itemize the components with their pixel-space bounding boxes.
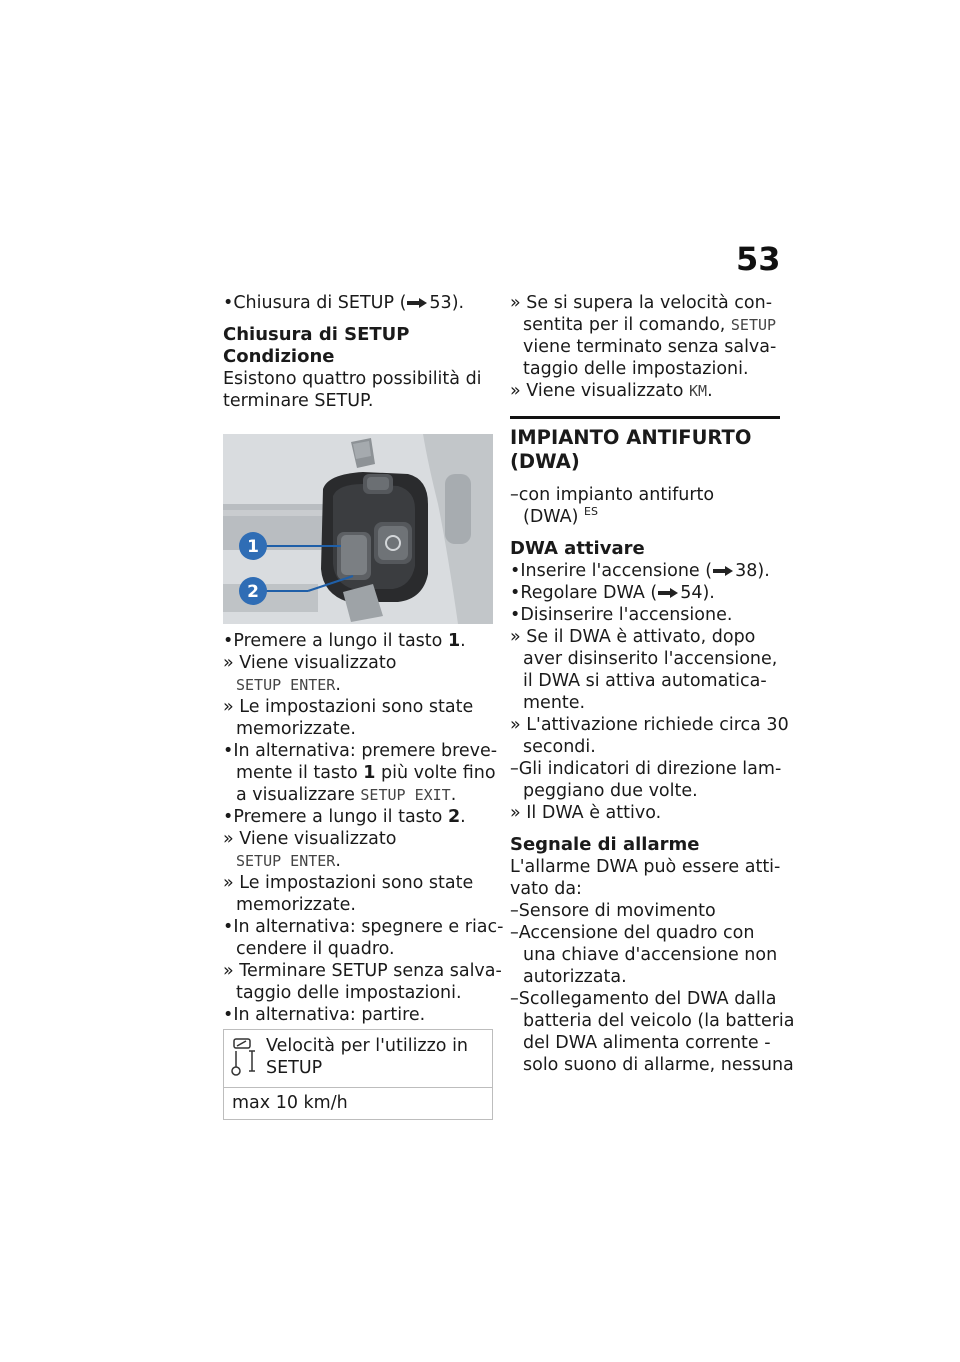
result-setup-enter: SETUP ENTER. xyxy=(236,675,341,695)
step-press-long-1: •Premere a lungo il tasto 1. xyxy=(223,631,466,651)
result-speed-exceeded-end: taggio delle impostazioni. xyxy=(523,359,749,379)
speed-info-header xyxy=(224,1030,492,1088)
speed-info-value: max 10 km/h xyxy=(232,1093,348,1113)
result-settings-saved-2-cont: memorizzate. xyxy=(236,895,356,915)
callout-2: 2 xyxy=(247,582,259,602)
result-speed-exceeded-cont: sentita per il comando, SETUP xyxy=(523,315,777,335)
result-settings-saved-cont: memorizzate. xyxy=(236,719,356,739)
speed-info-box xyxy=(223,1029,493,1120)
alarm-cause-battery: –Scollegamento del DWA dalla xyxy=(510,989,777,1009)
result-setup-terminate-cont: taggio delle impostazioni. xyxy=(236,983,462,1003)
dwa-result-auto-cont1: aver disinserito l'accensione, xyxy=(523,649,778,669)
speedometer-limit-icon xyxy=(230,1035,266,1081)
page-number: 53 xyxy=(736,240,781,278)
section-heading: Chiusura di SETUP xyxy=(223,324,410,345)
step-press-long-2: •Premere a lungo il tasto 2. xyxy=(223,807,466,827)
dwa-turn-signals: –Gli indicatori di direzione lam- xyxy=(510,759,782,779)
dwa-step-ignition-on: •Inserire l'accensione ( 38). xyxy=(510,561,770,581)
dwa-result-duration: » L'attivazione richiede circa 30 xyxy=(510,715,789,735)
handlebar-switch-figure xyxy=(223,434,493,624)
result-displayed: » Viene visualizzato xyxy=(223,653,397,673)
alarm-cause-key: –Accensione del quadro con xyxy=(510,923,755,943)
result-settings-saved-2: » Le impostazioni sono state xyxy=(223,873,474,893)
right-column xyxy=(510,292,795,1076)
condition-text-2: terminare SETUP. xyxy=(223,391,374,411)
result-km-displayed: » Viene visualizzato KM. xyxy=(510,381,713,401)
alarm-cause-battery-cont2: del DWA alimenta corrente - xyxy=(523,1033,771,1053)
alarm-heading: Segnale di allarme xyxy=(510,834,700,855)
condition-heading: Condizione xyxy=(223,346,335,367)
optional-equipment-mark: ES xyxy=(584,505,598,519)
condition-text-1: Esistono quattro possibilità di xyxy=(223,369,482,389)
handlebar-switch-illustration xyxy=(223,434,493,624)
result-displayed-2: » Viene visualizzato xyxy=(223,829,397,849)
step-alt-restart-cont: cendere il quadro. xyxy=(236,939,395,959)
step-alt-short-press-end: a visualizzare SETUP EXIT. xyxy=(236,785,457,805)
result-speed-exceeded-cont2: viene terminato senza salva- xyxy=(523,337,777,357)
step-alt-short-press-cont: mente il tasto 1 più volte fino xyxy=(236,763,496,783)
dwa-turn-signals-end: peggiano due volte. xyxy=(523,781,698,801)
left-column xyxy=(223,292,504,1120)
antitheft-condition: –con impianto antifurto xyxy=(510,485,715,505)
dwa-activate-heading: DWA attivare xyxy=(510,538,645,559)
alarm-cause-battery-cont1: batteria del veicolo (la batteria xyxy=(523,1011,795,1031)
setup-close-reference: •Chiusura di SETUP ( 53). xyxy=(223,293,465,313)
result-settings-saved: » Le impostazioni sono state xyxy=(223,697,474,717)
step-alt-short-press: •In alternativa: premere breve- xyxy=(223,741,498,761)
alarm-cause-motion: –Sensore di movimento xyxy=(510,901,716,921)
alarm-cause-battery-cont3: solo suono di allarme, nessuna xyxy=(523,1055,794,1075)
antitheft-title: IMPIANTO ANTIFURTO xyxy=(510,426,752,449)
alarm-text: L'allarme DWA può essere atti- xyxy=(510,857,781,877)
result-setup-enter-2: SETUP ENTER. xyxy=(236,851,341,871)
step-alt-restart: •In alternativa: spegnere e riac- xyxy=(223,917,504,937)
result-speed-exceeded: » Se si supera la velocità con- xyxy=(510,293,773,313)
page-reference-arrow-icon xyxy=(713,566,733,576)
dwa-result-active: » Il DWA è attivo. xyxy=(510,803,662,823)
alarm-text-cont: vato da: xyxy=(510,879,582,899)
dwa-result-auto-end: mente. xyxy=(523,693,586,713)
alarm-cause-key-cont: una chiave d'accensione non xyxy=(523,945,778,965)
antitheft-condition-cont: (DWA) $^{ES}$ xyxy=(523,505,598,527)
result-setup-terminate: » Terminare SETUP senza salva- xyxy=(223,961,502,981)
dwa-result-duration-end: secondi. xyxy=(523,737,596,757)
page-reference-arrow-icon xyxy=(407,298,427,308)
dwa-result-auto: » Se il DWA è attivato, dopo xyxy=(510,627,756,647)
speed-info-title-cont: SETUP xyxy=(266,1058,323,1078)
page-reference-arrow-icon xyxy=(658,588,678,598)
dwa-step-set: •Regolare DWA ( 54). xyxy=(510,583,715,603)
dwa-step-ignition-off: •Disinserire l'accensione. xyxy=(510,605,733,625)
step-alt-ride: •In alternativa: partire. xyxy=(223,1005,426,1025)
speed-info-title: Velocità per l'utilizzo in xyxy=(266,1036,469,1056)
antitheft-title-cont: (DWA) xyxy=(510,450,580,473)
callout-1: 1 xyxy=(247,537,259,557)
alarm-cause-key-end: autorizzata. xyxy=(523,967,627,987)
dwa-result-auto-cont2: il DWA si attiva automatica- xyxy=(523,671,767,691)
